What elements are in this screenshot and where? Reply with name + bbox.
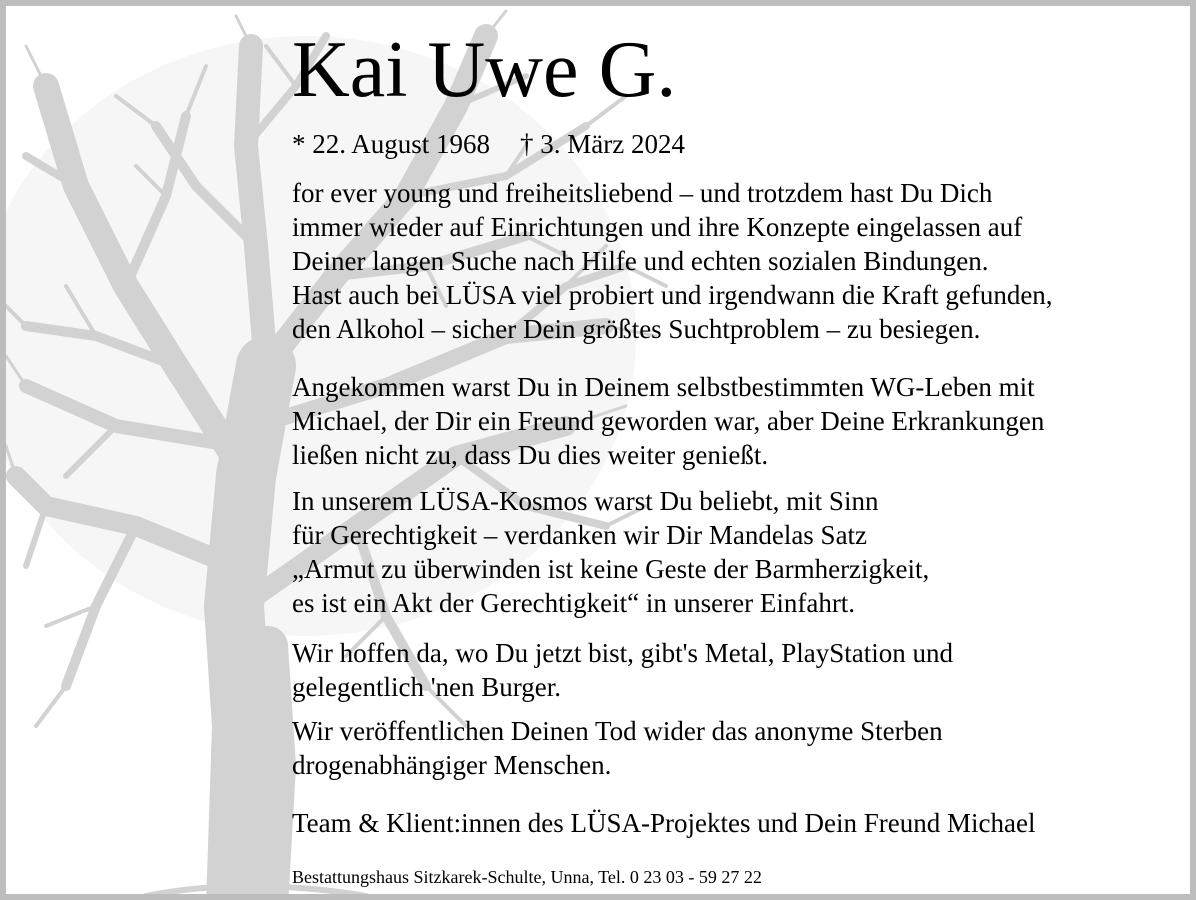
paragraph-line: „Armut zu überwinden ist keine Geste der Barmherzigkeit, [292,554,930,584]
paragraph-line: drogenabhängiger Menschen. [292,750,612,780]
paragraph-line: Hast auch bei LÜSA viel probiert und irgendwann die Kraft gefunden, [292,280,1053,310]
tribute-paragraph [292,714,943,782]
tribute-paragraph [292,636,953,704]
birth-date: * 22. August 1968 [292,129,491,159]
tribute-paragraph [292,176,1053,346]
paragraph-line: den Alkohol – sicher Dein größtes Suchtproblem – zu besiegen. [292,314,981,344]
paragraph-line: für Gerechtigkeit – verdanken wir Dir Mandelas Satz [292,520,868,550]
paragraph-line: Angekommen warst Du in Deinem selbstbestimmten WG-Leben mit [292,372,1035,402]
paragraph-line: gelegentlich 'nen Burger. [292,672,562,702]
paragraph-line: Michael, der Dir ein Freund geworden war, aber Deine Erkrankungen [292,406,1045,436]
signature-line: Team & Klient:innen des LÜSA-Projektes und Dein Freund Michael [292,808,1036,838]
paragraph-line: Wir hoffen da, wo Du jetzt bist, gibt's Metal, PlayStation und [292,638,953,668]
paragraph-line: Wir veröffentlichen Deinen Tod wider das anonyme Sterben [292,716,943,746]
paragraph-line: immer wieder auf Einrichtungen und ihre Konzepte eingelassen auf [292,212,1023,242]
tribute-paragraph [292,370,1044,472]
paragraph-line: Deiner langen Suche nach Hilfe und echten sozialen Bindungen. [292,246,989,276]
paragraph-line: for ever young und freiheitsliebend – und trotzdem hast Du Dich [292,178,993,208]
life-dates [292,128,685,160]
death-date: † 3. März 2024 [520,129,685,159]
paragraph-line: es ist ein Akt der Gerechtigkeit“ in unserer Einfahrt. [292,588,856,618]
paragraph-line: ließen nicht zu, dass Du dies weiter genießt. [292,440,769,470]
funeral-home-contact: Bestattungshaus Sitzkarek-Schulte, Unna, Tel. 0 23 03 - 59 27 22 [292,867,762,887]
tribute-paragraph [292,484,929,620]
paragraph-line: In unserem LÜSA-Kosmos warst Du beliebt, mit Sinn [292,486,879,516]
deceased-name: Kai Uwe G. [292,26,677,114]
